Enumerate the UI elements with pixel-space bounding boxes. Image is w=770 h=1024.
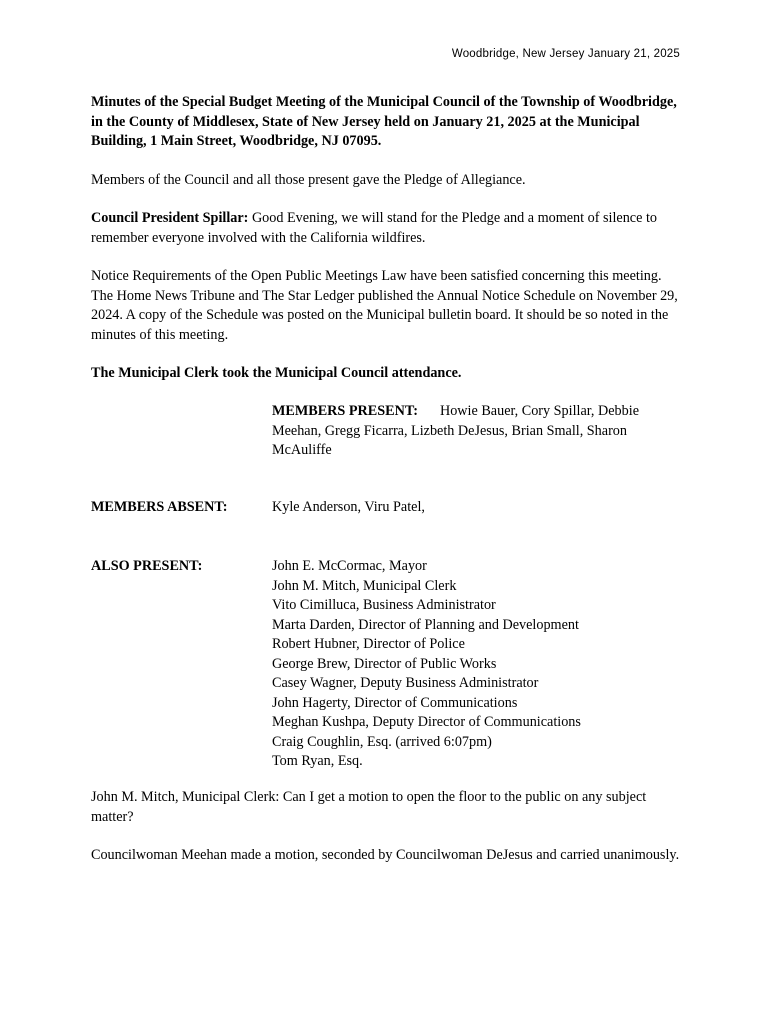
also-present-person: Meghan Kushpa, Deputy Director of Communications <box>272 714 581 730</box>
members-absent-names: Kyle Anderson, Viru Patel, <box>272 499 425 515</box>
also-present-person: Craig Coughlin, Esq. (arrived 6:07pm) <box>272 733 492 750</box>
also-present-person: Marta Darden, Director of Planning and Development <box>272 616 579 633</box>
notice-paragraph: Notice Requirements of the Open Public Meetings Law have been satisfied concerning this meeting. The Home News Tribune and The Star Ledger published the Annual Notice Schedule on November 29, 2024. A copy of the Schedule was posted on the Municipal bulletin board. It should be so noted in the minutes of this meeting. <box>91 268 678 343</box>
speaker-name: Council President Spillar: <box>91 210 249 226</box>
also-present-person: Casey Wagner, Deputy Business Administrator <box>272 675 539 691</box>
clerk-question: John M. Mitch, Municipal Clerk: Can I get a motion to open the floor to the public on any subject matter? <box>91 789 647 825</box>
members-present-label: MEMBERS PRESENT: <box>272 403 418 419</box>
also-present-person: George Brew, Director of Public Works <box>272 655 497 672</box>
also-present-person: Tom Ryan, Esq. <box>272 753 363 769</box>
speaker-text: Good Evening, we will stand for the Pledge and a moment of silence to remember everyone involved with the California wildfires. <box>91 210 657 246</box>
also-present-list <box>272 557 581 772</box>
pledge-paragraph: Members of the Council and all those present gave the Pledge of Allegiance. <box>91 172 526 188</box>
also-present-label: ALSO PRESENT: <box>91 558 203 574</box>
minutes-title: Minutes of the Special Budget Meeting of the Municipal Council of the Township of Woodbridge, in the County of Middlesex, State of New Jersey held on January 21, 2025 at the Municipal Building, 1 Main Street, Woodbridge, NJ 07095. <box>91 94 677 149</box>
spillar-remarks <box>91 209 683 248</box>
attendance-heading: The Municipal Clerk took the Municipal Council attendance. <box>91 365 462 381</box>
also-present-person: John E. McCormac, Mayor <box>272 558 427 574</box>
also-present-list-container <box>272 557 581 772</box>
also-present-person: John Hagerty, Director of Communications <box>272 694 518 711</box>
motion-paragraph: Councilwoman Meehan made a motion, seconded by Councilwoman DeJesus and carried unanimously. <box>91 847 680 863</box>
also-present-person: Vito Cimilluca, Business Administrator <box>272 597 496 613</box>
members-present-names: Howie Bauer, Cory Spillar, Debbie Meehan, Gregg Ficarra, Lizbeth DeJesus, Brian Small, Sharon McAuliffe <box>272 403 639 458</box>
also-present-person: John M. Mitch, Municipal Clerk <box>272 577 457 594</box>
members-present-block <box>272 402 682 461</box>
also-present-person: Robert Hubner, Director of Police <box>272 636 465 652</box>
place-date-header: Woodbridge, New Jersey January 21, 2025 <box>451 48 680 60</box>
members-absent-label: MEMBERS ABSENT: <box>91 499 228 515</box>
